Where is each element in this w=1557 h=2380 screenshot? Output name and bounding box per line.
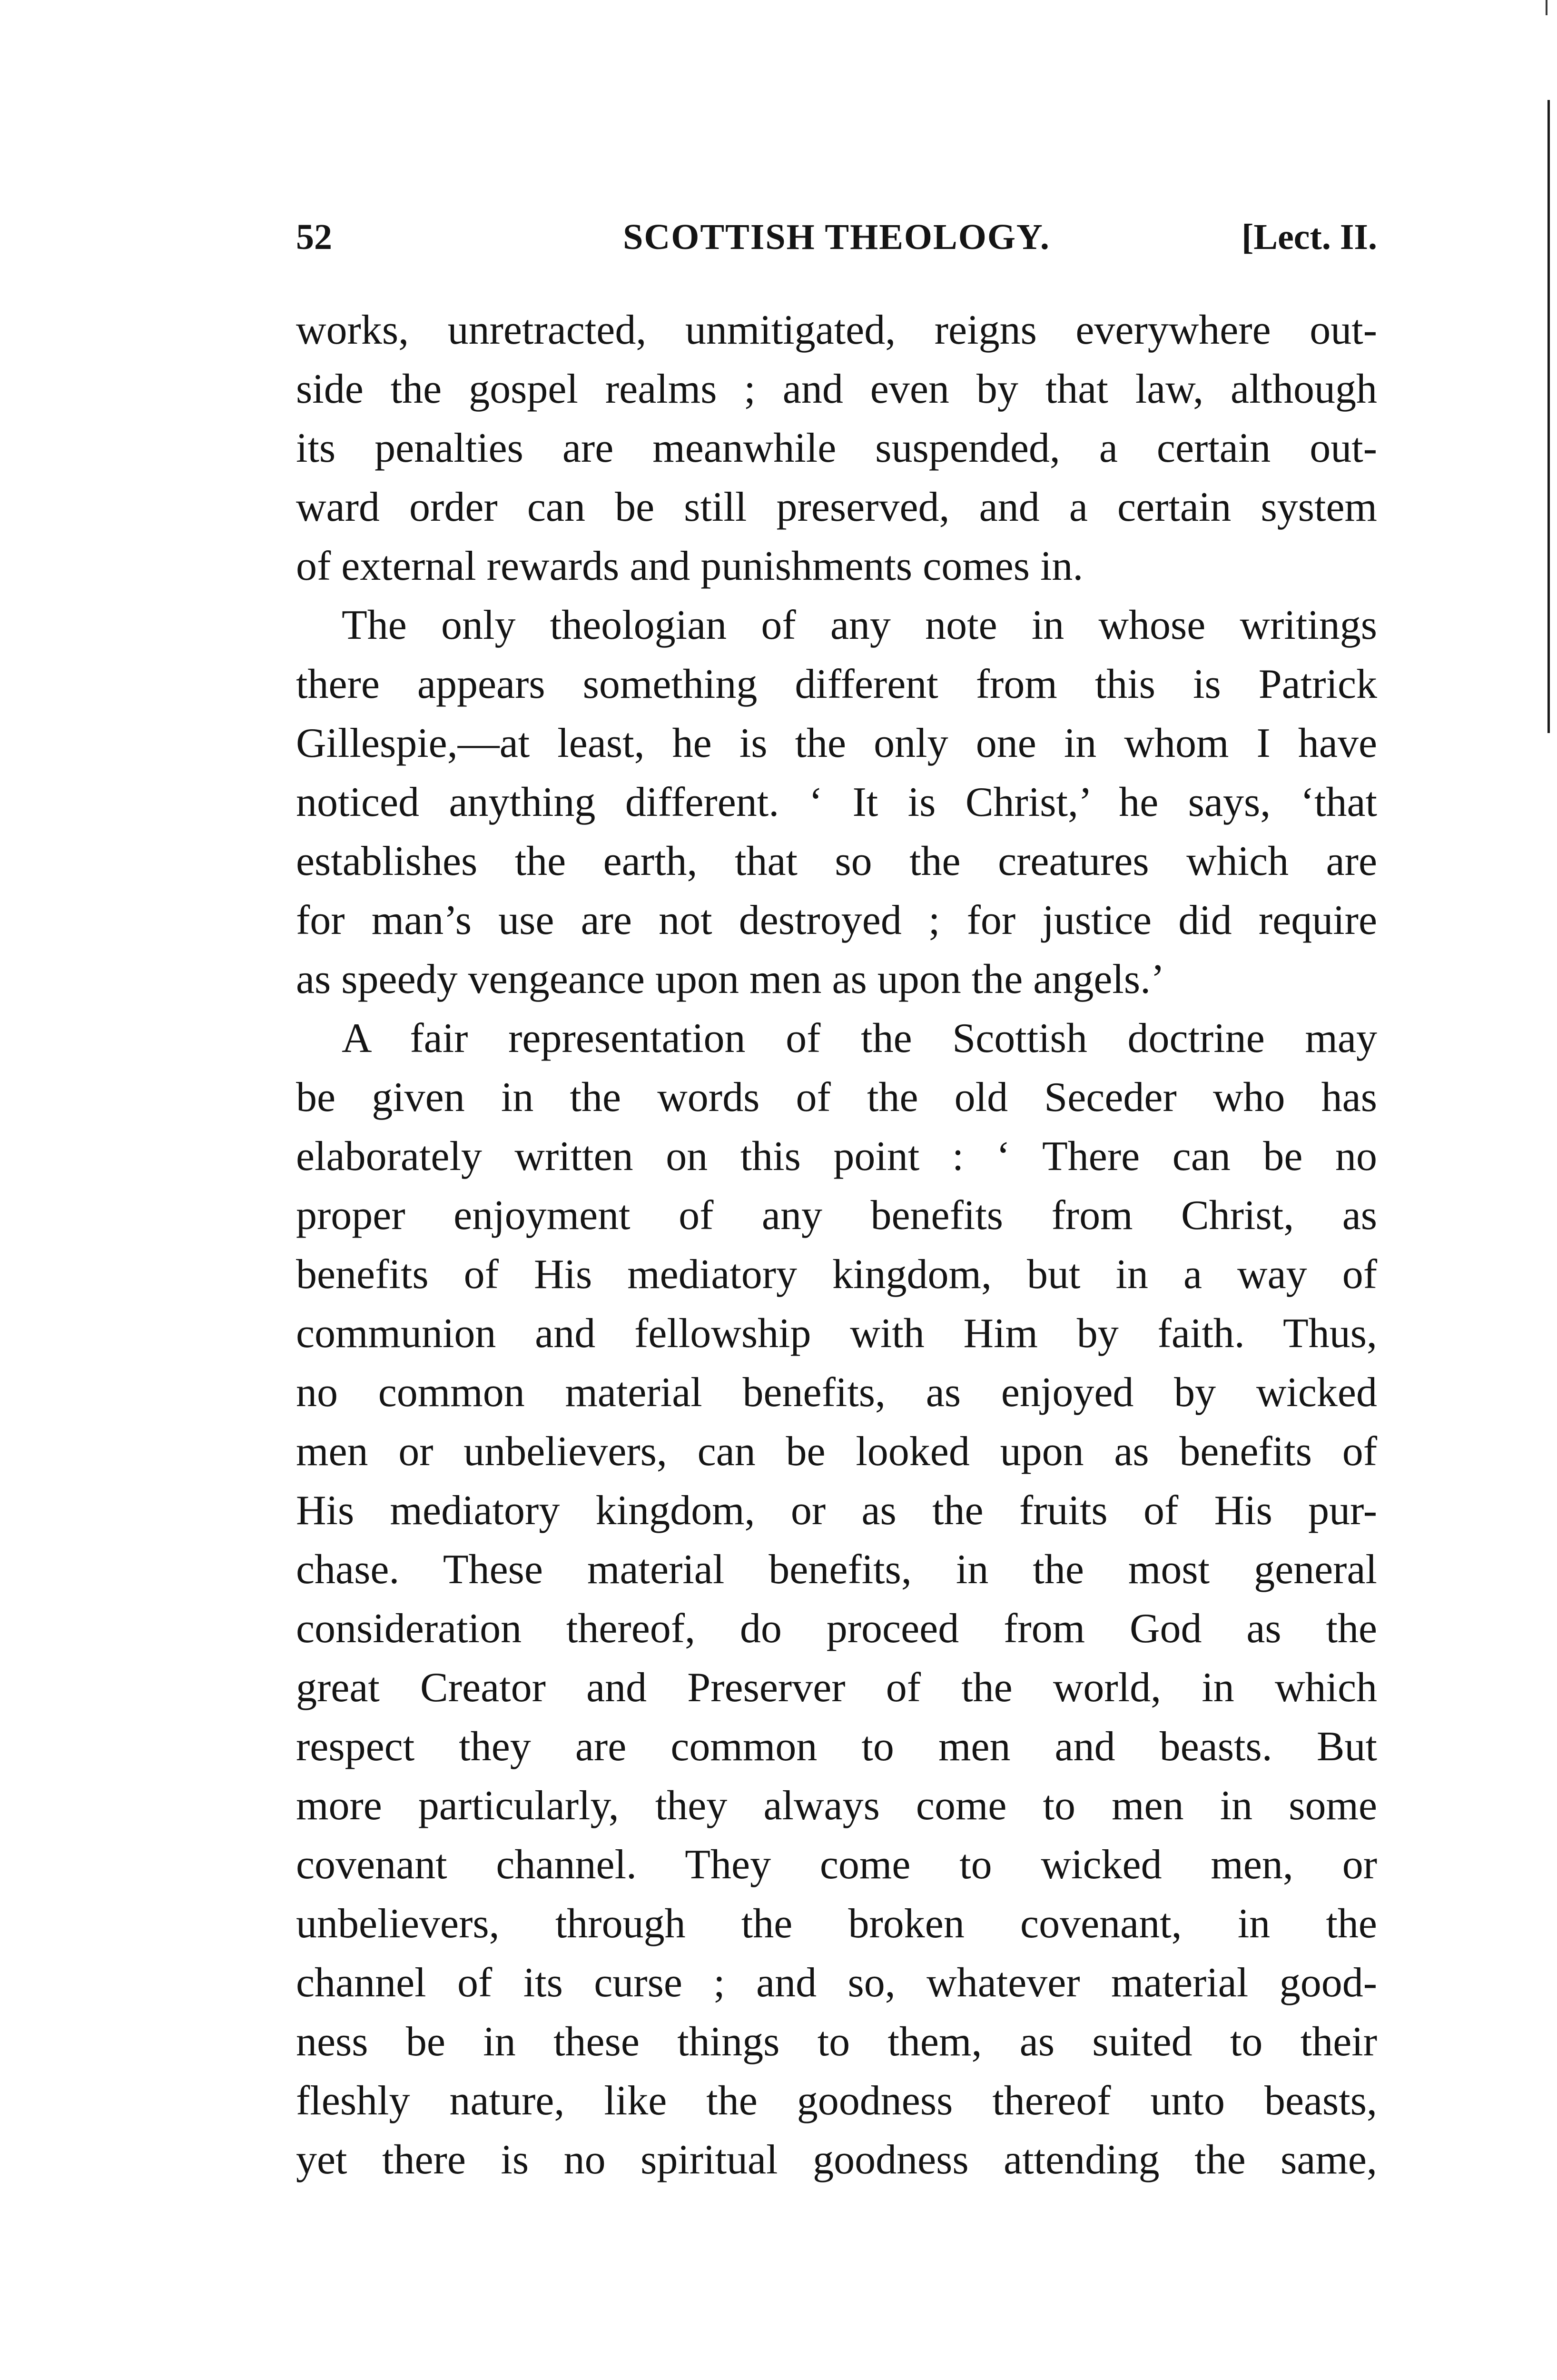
text-line: be given in the words of the old Seceder who has bbox=[296, 1074, 1377, 1121]
text-line: channel of its curse ; and so, whatever material good- bbox=[296, 1960, 1377, 2006]
scan-edge-mark bbox=[1546, 0, 1547, 15]
text-line: no common material benefits, as enjoyed by wicked bbox=[296, 1369, 1377, 1416]
text-line: A fair representation of the Scottish doctrine may bbox=[342, 1015, 1377, 1061]
text-line: unbelievers, through the broken covenant, in the bbox=[296, 1901, 1377, 1947]
scan-edge-line bbox=[1547, 100, 1550, 733]
text-line: more particularly, they always come to men in some bbox=[296, 1783, 1377, 1829]
text-line: elaborately written on this point : ‘ There can be no bbox=[296, 1133, 1377, 1180]
text-line: establishes the earth, that so the creatures which are bbox=[296, 838, 1377, 884]
text-line: noticed anything different. ‘ It is Christ,’ he says, ‘that bbox=[296, 779, 1377, 825]
text-line: fleshly nature, like the goodness thereof unto beasts, bbox=[296, 2078, 1377, 2124]
body-text bbox=[296, 301, 1377, 2190]
text-line: Gillespie,—at least, he is the only one in whom I have bbox=[296, 720, 1377, 766]
text-line: men or unbelievers, can be looked upon as benefits of bbox=[296, 1428, 1377, 1475]
text-line: for man’s use are not destroyed ; for justice did require bbox=[296, 897, 1377, 943]
text-line: chase. These material benefits, in the most general bbox=[296, 1547, 1377, 1593]
text-line: covenant channel. They come to wicked men, or bbox=[296, 1842, 1377, 1888]
text-line: its penalties are meanwhile suspended, a certain out- bbox=[296, 425, 1377, 471]
page-number: 52 bbox=[296, 217, 332, 257]
text-line: benefits of His mediatory kingdom, but in a way of bbox=[296, 1251, 1377, 1298]
text-line: there appears something different from this is Patrick bbox=[296, 661, 1377, 707]
text-line: of external rewards and punishments comes in. bbox=[296, 543, 1084, 589]
text-line: The only theologian of any note in whose writings bbox=[342, 602, 1377, 648]
running-title: SCOTTISH THEOLOGY. bbox=[623, 217, 1050, 257]
text-line: yet there is no spiritual goodness attending the same, bbox=[296, 2137, 1377, 2183]
text-line: side the gospel realms ; and even by that law, although bbox=[296, 366, 1377, 412]
text-line: consideration thereof, do proceed from God as the bbox=[296, 1606, 1377, 1652]
text-line: as speedy vengeance upon men as upon the angels.’ bbox=[296, 956, 1165, 1002]
text-line: respect they are common to men and beasts. But bbox=[296, 1724, 1377, 1770]
text-line: great Creator and Preserver of the world, in which bbox=[296, 1665, 1377, 1711]
text-line: ward order can be still preserved, and a certain system bbox=[296, 484, 1377, 530]
running-header bbox=[296, 217, 1377, 269]
section-marker: [Lect. II. bbox=[1242, 217, 1377, 257]
text-line: ness be in these things to them, as suited to their bbox=[296, 2019, 1377, 2065]
text-line: works, unretracted, unmitigated, reigns everywhere out- bbox=[296, 307, 1377, 353]
text-line: communion and fellowship with Him by faith. Thus, bbox=[296, 1310, 1377, 1357]
text-line: proper enjoyment of any benefits from Christ, as bbox=[296, 1192, 1377, 1239]
text-line: His mediatory kingdom, or as the fruits of His pur- bbox=[296, 1488, 1377, 1534]
